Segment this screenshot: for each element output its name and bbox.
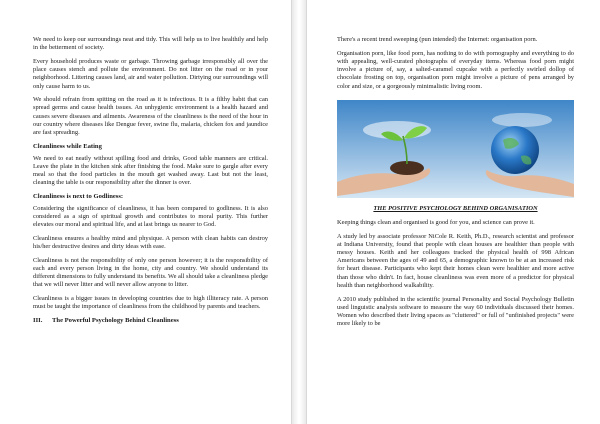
heading-section-three bbox=[33, 317, 268, 325]
paragraph: Every household produces waste or garbage. Throwing garbage irresponsibly all over the place causes stench and pollute the environment. Do not litter on the road or in your neighborhood. Littering causes land, air and water pollution. Dirtying our surroundings will only cause harm to us. bbox=[33, 57, 268, 90]
paragraph: Cleanliness ensures a healthy mind and physique. A person with clean habits can destroy his/her destructive desires and dirty ideas with ease. bbox=[33, 234, 268, 251]
heading-eating: Cleanliness while Eating bbox=[33, 142, 102, 150]
right-page bbox=[306, 0, 600, 424]
paragraph: A study led by associate professor NiCole R. Keith, Ph.D., research scientist and professor at Indiana University, found that people with clean houses are healthier than people with messy houses. Keith and her colleagues tracked the physical health of 998 African Americans between the ages of 49 and 65, a demographic known to be at an increased risk for heart disease. Participants who kept their homes clean were healthier and more active than those who didn't. In fact, house cleanliness was even more of a predictor for physical health than neighborhood walkability. bbox=[337, 232, 574, 289]
left-page bbox=[0, 0, 292, 424]
paragraph: We need to keep our surroundings neat and tidy. This will help us to live healthily and help in the betterment of society. bbox=[33, 36, 268, 52]
paragraph: We should refrain from spitting on the road as it is infectious. It is a filthy habit that can spread germs and cause health issues. An unhygienic environment is a health hazard and causes severe diseases and ailments. Awareness of the cleanliness is the need of the hour in our country where diseases like Dengue fever, swine flu, malaria, chicken fox and jaundice are fast spreading. bbox=[33, 96, 268, 137]
paragraph: Keeping things clean and organised is good for you, and science can prove it. bbox=[337, 218, 535, 226]
paragraph: We need to eat neatly without spilling food and drinks, Good table manners are critical. Leave the plate in the kitchen sink after finishing the food. Make sure to gargle after every meal so that the food particles in the mouth get washed away. Last but not the least, cleaning the table is our responsibility after the dinner is over. bbox=[33, 154, 268, 187]
earth-globe bbox=[491, 126, 539, 174]
cloud bbox=[492, 113, 552, 127]
right-column bbox=[337, 36, 574, 334]
hands-plant-earth-image bbox=[337, 100, 574, 198]
paragraph: Considering the significance of cleanliness, it has been compared to godliness. It is also considered as a sign of spiritual growth and contributes to moral purity. This further elevates our moral and spiritual life, and at last brings us nearer to God. bbox=[33, 204, 268, 229]
paragraph: Organisation porn, like food porn, has nothing to do with pornography and everything to do with appealing, well-curated photographs of everyday items. Whereas food porn might involve a picture of, say, a salted-caramel cupcake with a perfectly swirled dollop of chocolate frosting on top, organisation porn might involve a picture of pens arranged by color and size, or a gorgeously minimalistic living room. bbox=[337, 49, 574, 90]
section-title: The Powerful Psychology Behind Cleanliness bbox=[52, 317, 179, 325]
heading-godliness: Cleanliness is next to Godliness: bbox=[33, 192, 124, 200]
paragraph: There's a recent trend sweeping (pun intended) the Internet: organisation porn. bbox=[337, 36, 538, 43]
section-heading: THE POSITIVE PSYCHOLOGY BEHIND ORGANISATION bbox=[373, 204, 538, 212]
paragraph: Cleanliness is a bigger issues in developing countries due to high illiteracy rate. A person must be taught the importance of cleanliness from the childhood by parents and teachers. bbox=[33, 295, 268, 311]
left-column bbox=[33, 36, 268, 329]
section-number: III. bbox=[33, 317, 43, 325]
paragraph: Cleanliness is not the responsibility of only one person however; it is the responsibility of each and every person living in the home, city and country. We should understand its different dimensions to fully understand its benefits. We all should take a cleanliness pledge that we will never litter and will never allow anyone to litter. bbox=[33, 256, 268, 289]
book-gutter bbox=[292, 0, 306, 424]
paragraph: A 2010 study published in the scientific journal Personality and Social Psychology Bulletin used linguistic analysis software to measure the way 60 individuals discussed their homes. Women who described their living spaces as "cluttered" or full of "unfinished projects" were more likely to be bbox=[337, 295, 574, 328]
